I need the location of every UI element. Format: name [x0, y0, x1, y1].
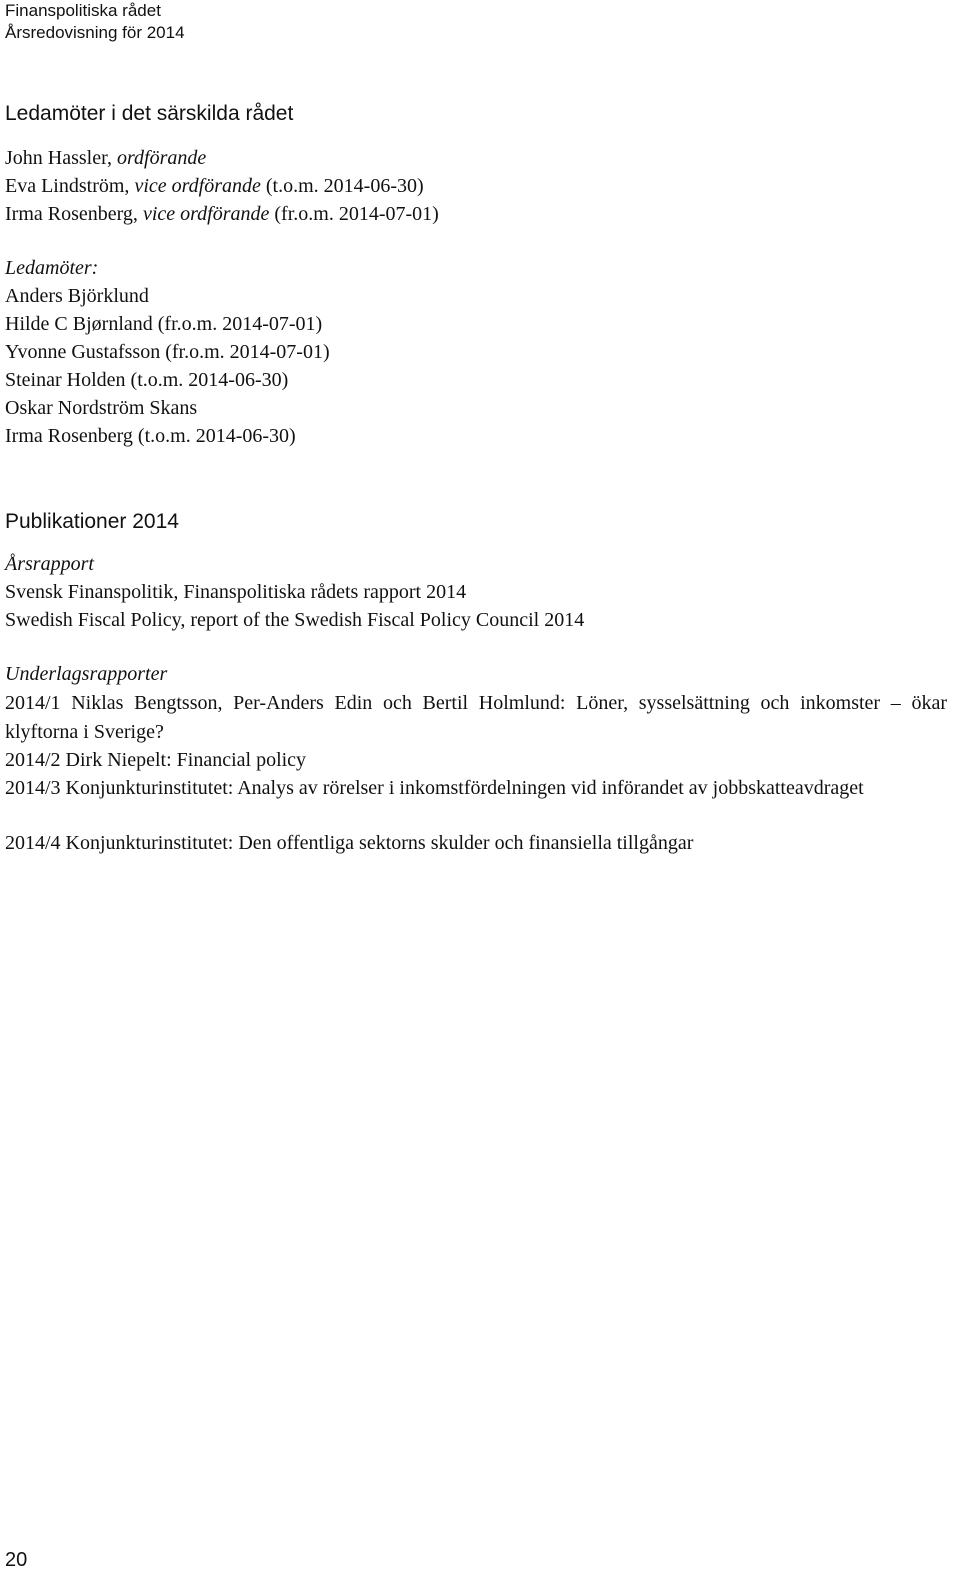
vice-chair-name: Eva Lindström, — [5, 175, 135, 197]
member-item: Irma Rosenberg (t.o.m. 2014-06-30) — [5, 425, 296, 447]
header-organization: Finanspolitiska rådet — [5, 1, 161, 20]
chair-line — [5, 144, 206, 172]
background-report-item: 2014/1 Niklas Bengtsson, Per-Anders Edin och Bertil Holmlund: Löner, sysselsättning och inkomster – ökar klyftorna i Sverige? — [5, 692, 947, 743]
vice-chair-line — [5, 200, 439, 228]
publications-heading: Publikationer 2014 — [5, 510, 179, 533]
vice-chair-role: vice ordförande — [142, 203, 270, 225]
council-heading: Ledamöter i det särskilda rådet — [5, 102, 294, 125]
chair-role: ordförande — [116, 147, 207, 169]
page-header — [5, 0, 185, 44]
vice-chair-role: vice ordförande — [134, 175, 261, 197]
page-number: 20 — [5, 1549, 28, 1571]
annual-report-item: Svensk Finanspolitik, Finanspolitiska rådets rapport 2014 — [5, 581, 467, 603]
member-item: Yvonne Gustafsson (fr.o.m. 2014-07-01) — [5, 341, 330, 363]
header-document-title: Årsredovisning för 2014 — [5, 23, 185, 42]
annual-report-label: Årsrapport — [5, 553, 94, 575]
vice-chair-name: Irma Rosenberg, — [5, 203, 143, 225]
background-reports-label: Underlagsrapporter — [5, 663, 168, 685]
vice-chair-note: (t.o.m. 2014-06-30) — [260, 175, 424, 197]
chair-name: John Hassler, — [5, 147, 117, 169]
background-report-item: 2014/3 Konjunkturinstitutet: Analys av rörelser i inkomstfördelningen vid införandet av jobbskatteavdraget — [5, 777, 864, 799]
vice-chair-line — [5, 172, 424, 200]
vice-chair-note: (fr.o.m. 2014-07-01) — [269, 203, 439, 225]
member-item: Hilde C Bjørnland (fr.o.m. 2014-07-01) — [5, 313, 323, 335]
member-item: Steinar Holden (t.o.m. 2014-06-30) — [5, 369, 289, 391]
annual-report-item: Swedish Fiscal Policy, report of the Swedish Fiscal Policy Council 2014 — [5, 609, 585, 631]
member-item: Oskar Nordström Skans — [5, 397, 198, 419]
member-item: Anders Björklund — [5, 285, 149, 307]
members-label: Ledamöter: — [5, 257, 99, 279]
background-report-item: 2014/2 Dirk Niepelt: Financial policy — [5, 749, 307, 771]
background-report-item: 2014/4 Konjunkturinstitutet: Den offentliga sektorns skulder och finansiella tillgångar — [5, 832, 694, 854]
